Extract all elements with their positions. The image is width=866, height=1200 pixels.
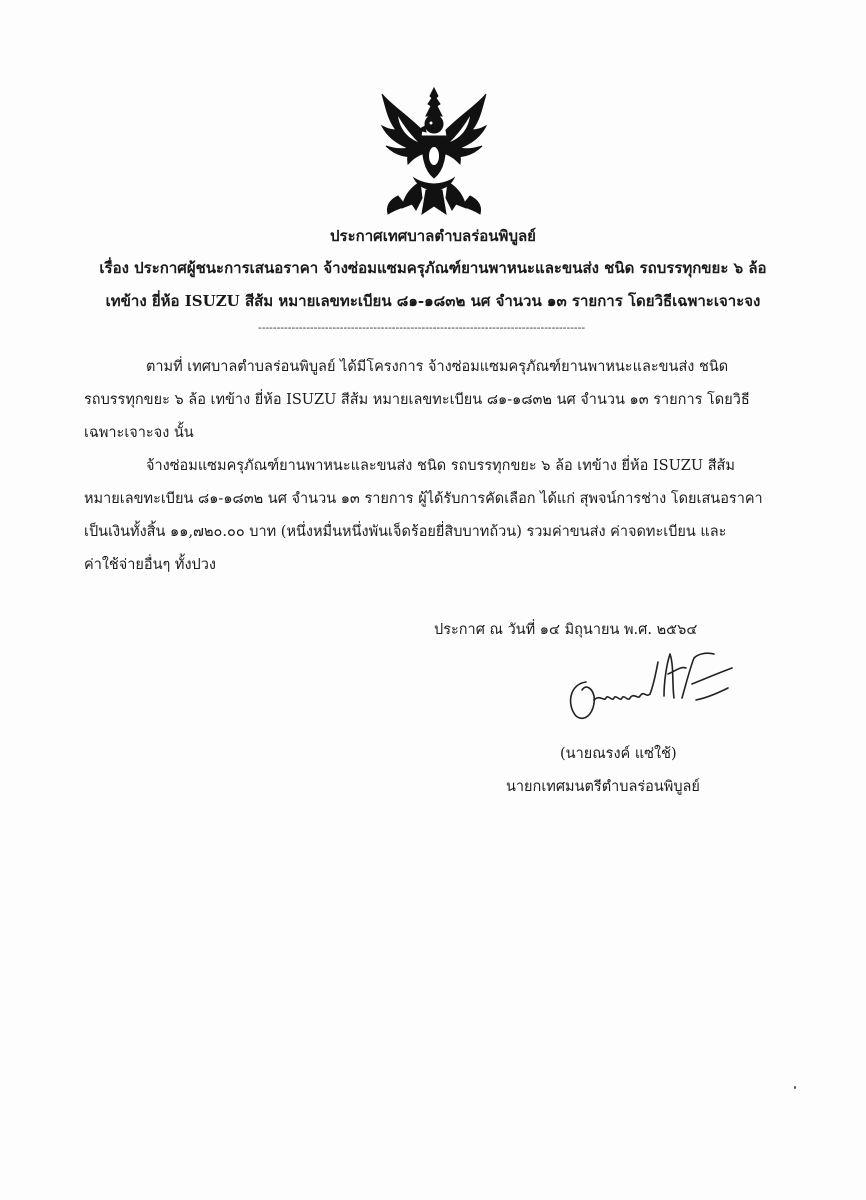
paragraph-2-line-1: จ้างซ่อมแซมครุภัณฑ์ยานพาหนะและขนส่ง ชนิด รถบรรทุกขยะ ๖ ล้อ เทข้าง ยี่ห้อ ISUZU สีส้ม bbox=[146, 458, 735, 474]
paragraph-1-line-1: ตามที่ เทศบาลตำบลร่อนพิบูลย์ ได้มีโครงการ จ้างซ่อมแซมครุภัณฑ์ยานพาหนะและขนส่ง ชนิด bbox=[146, 359, 729, 375]
paragraph-1-line-3: เฉพาะเจาะจง นั้น bbox=[84, 425, 194, 441]
announcement-subject-line-2: เทข้าง ยี่ห้อ ISUZU สีส้ม หมายเลขทะเบียน ๘๑-๑๘๓๒ นศ จำนวน ๑๓ รายการ โดยวิธีเฉพาะเจาะจง bbox=[105, 292, 761, 310]
signer-title: นายกเทศมนตรีตำบลร่อนพิบูลย์ bbox=[506, 779, 700, 795]
paragraph-2-line-3: เป็นเงินทั้งสิ้น ๑๑,๗๒๐.๐๐ บาท (หนึ่งหมื่นหนึ่งพันเจ็ดร้อยยี่สิบบาทถ้วน) รวมค่าขนส่ง ค่าจดทะเบียน และ bbox=[84, 524, 727, 540]
handwritten-signature bbox=[556, 644, 756, 728]
garuda-emblem-icon bbox=[378, 86, 490, 218]
announcement-org-title: ประกาศเทศบาลตำบลร่อนพิบูลย์ bbox=[330, 227, 536, 245]
signer-name: (นายณรงค์ แซ่ใช้) bbox=[560, 746, 677, 762]
paper-speck bbox=[794, 1086, 796, 1089]
announcement-subject-line-1: เรื่อง ประกาศผู้ชนะการเสนอราคา จ้างซ่อมแซมครุภัณฑ์ยานพาหนะและขนส่ง ชนิด รถบรรทุกขยะ ๖ ล้อ bbox=[99, 259, 767, 277]
header-separator: ---------------------------------------------------------------------------------------- bbox=[258, 322, 586, 334]
announcement-date: ประกาศ ณ วันที่ ๑๔ มิถุนายน พ.ศ. ๒๕๖๔ bbox=[434, 622, 698, 638]
paragraph-2-line-4: ค่าใช้จ่ายอื่นๆ ทั้งปวง bbox=[84, 557, 216, 573]
paragraph-2-line-2: หมายเลขทะเบียน ๘๑-๑๘๓๒ นศ จำนวน ๑๓ รายการ ผู้ได้รับการคัดเลือก ได้แก่ สุพจน์การช่าง โดยเสนอราคา bbox=[84, 491, 763, 507]
paragraph-1-line-2: รถบรรทุกขยะ ๖ ล้อ เทข้าง ยี่ห้อ ISUZU สีส้ม หมายเลขทะเบียน ๘๑-๑๘๓๒ นศ จำนวน ๑๓ รายการ โดยวิธี bbox=[84, 392, 750, 408]
